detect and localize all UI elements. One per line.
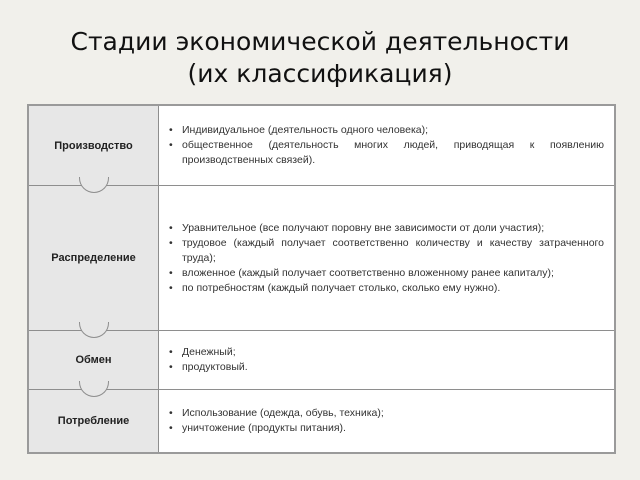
list-item: • Использование (одежда, обувь, техника); [169,406,604,421]
table-row-production [29,106,614,186]
stage-cell [29,186,159,330]
stage-label: Обмен [75,354,112,366]
list-item: • Денежный; [169,345,604,360]
list-item: • трудовое (каждый получает соответственно количеству и качеству затраченного труда); [169,236,604,266]
table-row-distribution [29,186,614,331]
list-item: • вложенное (каждый получает соответственно вложенному ранее капиталу); [169,266,604,281]
stage-label: Производство [54,139,133,152]
list-item: • уничтожение (продукты питания). [169,421,604,436]
list-item: • по потребностям (каждый получает столько, сколько ему нужно). [169,281,604,296]
stage-cell [29,106,159,185]
stage-label: Потребление [57,415,130,427]
title-line-2: (их классификация) [187,59,453,88]
items-cell [169,106,604,185]
list-item: • Уравнительное (все получают поровну вне зависимости от доли участия); [169,221,604,236]
slide-title [0,26,640,90]
items-cell [169,390,604,452]
table-row-exchange [29,331,614,390]
list-item: • продуктовый. [169,360,604,375]
stage-label: Распределение [51,252,136,264]
stage-cell [29,390,159,452]
items-cell [169,331,604,389]
classification-table [27,104,616,454]
items-cell [169,186,604,330]
title-line-1: Стадии экономической деятельности [70,27,570,56]
table-row-consumption [29,390,614,452]
list-item: • общественное (деятельность многих людей, приводящая к появлению производственных связей). [169,138,604,168]
list-item: • Индивидуальное (деятельность одного человека); [169,123,604,138]
